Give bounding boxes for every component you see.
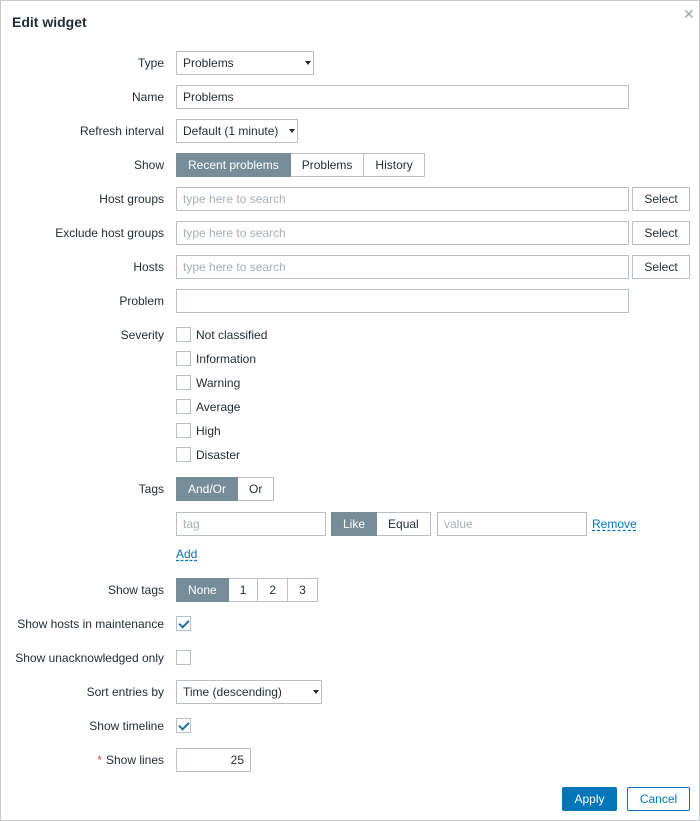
problem-input[interactable] [176, 289, 629, 313]
tag-name-input[interactable]: tag [176, 512, 326, 536]
tags-operator-control [176, 477, 274, 501]
exclude-host-groups-label: Exclude host groups [55, 226, 164, 240]
close-icon[interactable]: ✕ [683, 6, 695, 22]
sort-entries-label: Sort entries by [86, 685, 164, 699]
tag-add-link[interactable]: Add [176, 547, 198, 561]
show-tags-label: Show tags [107, 583, 164, 597]
chevron-down-icon [316, 681, 321, 703]
host-groups-select-button[interactable]: Select [632, 187, 690, 211]
sort-entries-select[interactable] [176, 680, 322, 704]
host-groups-input[interactable]: type here to search [176, 187, 629, 211]
show-timeline-checkbox[interactable] [176, 718, 191, 733]
hosts-input[interactable]: type here to search [176, 255, 629, 279]
show-unacknowledged-checkbox[interactable] [176, 650, 191, 665]
dialog-title: Edit widget [12, 14, 87, 30]
name-label: Name [131, 90, 164, 104]
name-input[interactable]: Problems [176, 85, 629, 109]
severity-label: Severity [120, 328, 164, 342]
exclude-host-groups-input[interactable]: type here to search [176, 221, 629, 245]
tags-operator-or[interactable]: Or [238, 477, 274, 501]
severity-information-label: Information [196, 352, 257, 366]
tag-value-input[interactable]: value [437, 512, 587, 536]
severity-not-classified-label: Not classified [196, 328, 268, 342]
chevron-down-icon [308, 52, 313, 74]
show-unacknowledged-label: Show unacknowledged only [15, 651, 164, 665]
show-tags-1[interactable]: 1 [229, 578, 259, 602]
severity-warning-checkbox[interactable] [176, 375, 191, 390]
show-tags-3[interactable]: 3 [288, 578, 318, 602]
type-select-value: Problems [183, 56, 234, 70]
required-mark: * [97, 753, 102, 767]
tag-match-control [331, 512, 431, 536]
show-label: Show [133, 158, 164, 172]
show-tags-control [176, 578, 318, 602]
severity-high-label: High [196, 424, 221, 438]
show-option-recent-problems[interactable]: Recent problems [176, 153, 291, 177]
tags-operator-and-or[interactable]: And/Or [176, 477, 238, 501]
show-lines-label-text: Show lines [105, 753, 164, 767]
show-timeline-label: Show timeline [89, 719, 164, 733]
show-hosts-maintenance-label: Show hosts in maintenance [17, 617, 164, 631]
type-label: Type [137, 56, 164, 70]
host-groups-label: Host groups [99, 192, 164, 206]
type-select[interactable] [176, 51, 314, 75]
severity-high-checkbox[interactable] [176, 423, 191, 438]
refresh-interval-label: Refresh interval [79, 124, 164, 138]
exclude-host-groups-select-button[interactable]: Select [632, 221, 690, 245]
show-lines-input[interactable]: 25 [176, 748, 251, 772]
cancel-button[interactable]: Cancel [627, 787, 690, 811]
refresh-interval-select[interactable] [176, 119, 298, 143]
tags-label: Tags [138, 482, 164, 496]
hosts-label: Hosts [133, 260, 164, 274]
show-tags-2[interactable]: 2 [258, 578, 288, 602]
show-lines-label [97, 753, 164, 767]
severity-warning-label: Warning [196, 376, 241, 390]
show-hosts-maintenance-checkbox[interactable] [176, 616, 191, 631]
severity-not-classified-checkbox[interactable] [176, 327, 191, 342]
severity-disaster-label: Disaster [196, 448, 241, 462]
severity-information-checkbox[interactable] [176, 351, 191, 366]
sort-entries-value: Time (descending) [183, 685, 282, 699]
tag-remove-link[interactable]: Remove [592, 517, 637, 531]
tag-match-like[interactable]: Like [331, 512, 377, 536]
chevron-down-icon [292, 120, 297, 142]
refresh-interval-value: Default (1 minute) [183, 124, 279, 138]
severity-average-checkbox[interactable] [176, 399, 191, 414]
tag-match-equal[interactable]: Equal [377, 512, 431, 536]
problem-label: Problem [119, 294, 164, 308]
show-option-problems[interactable]: Problems [291, 153, 365, 177]
show-segmented-control [176, 153, 425, 177]
apply-button[interactable]: Apply [562, 787, 617, 811]
show-option-history[interactable]: History [364, 153, 424, 177]
show-tags-none[interactable]: None [176, 578, 229, 602]
severity-average-label: Average [196, 400, 241, 414]
severity-disaster-checkbox[interactable] [176, 447, 191, 462]
hosts-select-button[interactable]: Select [632, 255, 690, 279]
